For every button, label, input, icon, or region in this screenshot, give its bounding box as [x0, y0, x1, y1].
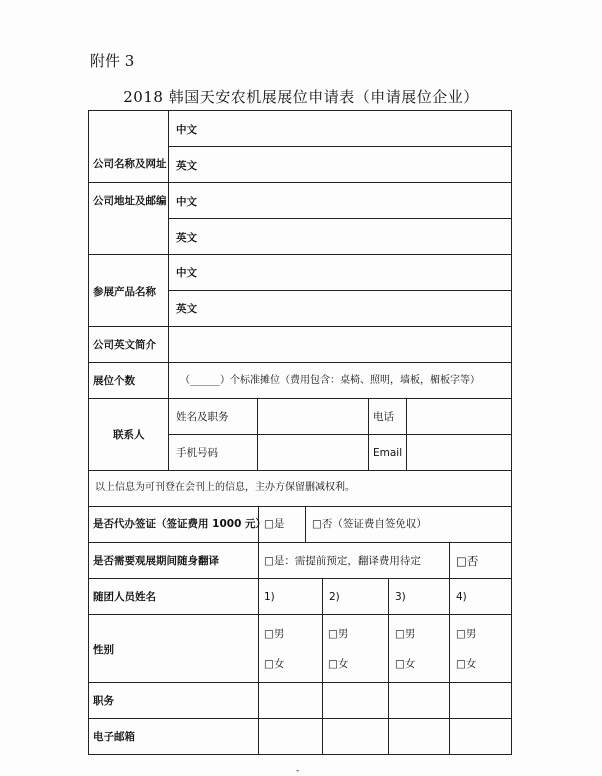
table-border-bottom — [88, 754, 512, 755]
form-title: 2018 韩国天安农机展展位申请表（申请展位企业） — [123, 88, 479, 106]
table-border-right — [511, 110, 512, 754]
col-divider — [388, 578, 389, 754]
visa-no-checkbox[interactable]: □否（签证费自签免収） — [312, 518, 427, 530]
visa-label: 是否代办签证（签证费用 1000 元） — [93, 518, 267, 530]
booth-count-label: 展位个数 — [93, 375, 135, 387]
contact-phone-label: 电话 — [373, 411, 394, 423]
email-row-label: 电子邮箱 — [93, 731, 135, 743]
contact-phone-field[interactable] — [408, 399, 510, 433]
contact-email-field[interactable] — [408, 435, 510, 469]
gender-label: 性别 — [93, 644, 114, 656]
contact-name-title-label: 姓名及职务 — [176, 411, 229, 423]
member-4-female-checkbox[interactable]: □女 — [456, 658, 477, 670]
page-mark: - — [296, 766, 300, 776]
member-2-label: 2) — [329, 591, 340, 603]
visa-yes-checkbox[interactable]: □是 — [264, 518, 285, 530]
member-2-male-checkbox[interactable]: □男 — [328, 628, 349, 640]
col-divider — [305, 506, 306, 542]
contact-name-field[interactable] — [259, 399, 367, 433]
company-name-en-field[interactable] — [210, 147, 510, 181]
row-divider — [88, 362, 512, 363]
table-border-left — [88, 110, 89, 754]
products-label: 参展产品名称 — [93, 286, 156, 298]
company-name-en-label: 英文 — [176, 160, 197, 172]
row-divider — [88, 506, 512, 507]
member-4-label: 4) — [456, 591, 467, 603]
contact-mobile-field[interactable] — [259, 435, 367, 469]
booth-count-text[interactable]: （______）个标准摊位（费用包含：桌椅、照明，墙板，楣板字等） — [180, 375, 480, 386]
company-name-cn-field[interactable] — [210, 111, 510, 145]
contact-label: 联系人 — [113, 429, 145, 441]
translator-yes-checkbox[interactable]: □是：需提前预定，翻译费用待定 — [264, 555, 421, 567]
company-intro-label: 公司英文简介 — [93, 339, 156, 351]
translator-no-checkbox[interactable]: □否 — [456, 554, 479, 568]
company-name-cn-label: 中文 — [176, 124, 197, 136]
products-cn-field[interactable] — [210, 255, 510, 289]
col-divider — [449, 542, 450, 578]
col-divider — [406, 398, 407, 470]
col-divider — [322, 578, 323, 754]
member-1-label: 1) — [264, 591, 275, 603]
member-2-female-checkbox[interactable]: □女 — [328, 658, 349, 670]
col-divider — [258, 542, 259, 578]
company-address-en-field[interactable] — [210, 219, 510, 253]
products-cn-label: 中文 — [176, 267, 197, 279]
company-address-label: 公司地址及邮编 — [93, 195, 167, 207]
company-address-cn-label: 中文 — [176, 196, 197, 208]
col-divider — [368, 398, 369, 470]
member-1-female-checkbox[interactable]: □女 — [264, 658, 285, 670]
member-1-male-checkbox[interactable]: □男 — [264, 628, 285, 640]
member-3-male-checkbox[interactable]: □男 — [395, 628, 416, 640]
col-divider — [257, 398, 258, 470]
company-address-en-label: 英文 — [176, 232, 197, 244]
products-en-label: 英文 — [176, 303, 197, 315]
col-divider — [258, 578, 259, 754]
company-intro-field[interactable] — [170, 327, 510, 361]
member-3-label: 3) — [395, 591, 406, 603]
member-3-female-checkbox[interactable]: □女 — [395, 658, 416, 670]
row-divider — [88, 470, 512, 471]
products-en-field[interactable] — [210, 291, 510, 325]
members-label: 随团人员姓名 — [93, 591, 156, 603]
contact-email-label: Email — [373, 447, 403, 459]
member-4-male-checkbox[interactable]: □男 — [456, 628, 477, 640]
translator-label: 是否需要观展期间随身翻译 — [93, 555, 219, 567]
company-address-cn-field[interactable] — [210, 183, 510, 217]
contact-mobile-label: 手机号码 — [176, 447, 218, 459]
col-divider — [168, 110, 169, 470]
position-label: 职务 — [93, 695, 114, 707]
company-name-label: 公司名称及网址 — [93, 158, 167, 170]
notice-text: 以上信息为可刊登在会刊上的信息，主办方保留删减权利。 — [95, 482, 355, 493]
col-divider — [449, 578, 450, 754]
attachment-label: 附件 3 — [90, 52, 135, 70]
